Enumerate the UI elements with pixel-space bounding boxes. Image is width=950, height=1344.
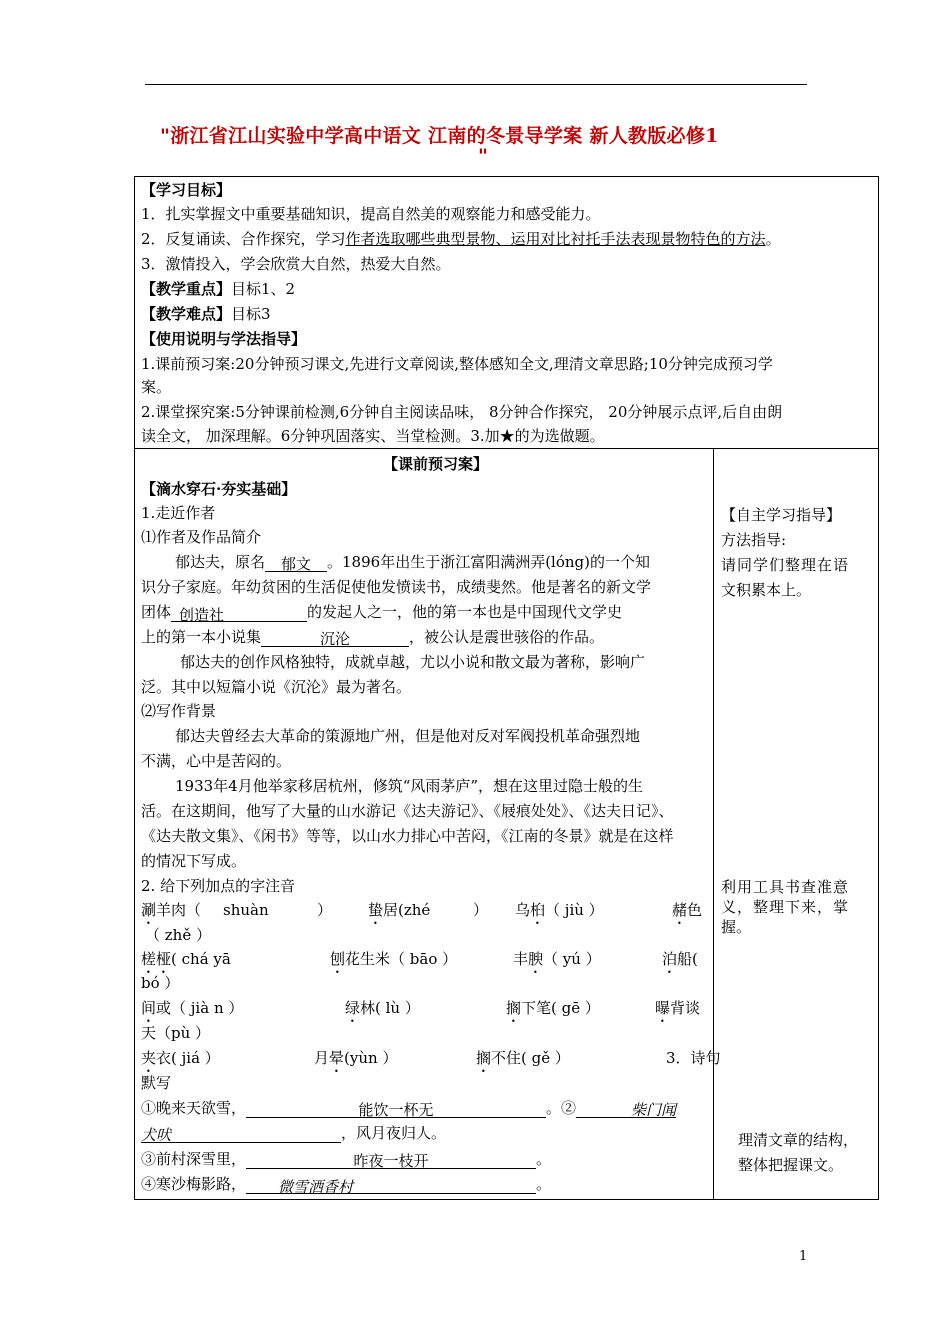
- dotted-char: 晕: [329, 1049, 345, 1067]
- pinyin-text: 衣( jiá ）: [156, 1049, 220, 1067]
- background-line-f: 的情况下写成。: [141, 852, 247, 870]
- title-line-2: ": [478, 145, 489, 167]
- pinyin-text: 色: [687, 901, 703, 919]
- guide-tip-3-b: 整体把握课文。: [738, 1156, 844, 1174]
- poem-3-post: 。: [536, 1150, 552, 1168]
- pinyin-text: 林( lù ）: [360, 999, 420, 1017]
- poem-1-post: 。②: [546, 1099, 577, 1117]
- background-line-d: 活。在这期间，他写了大量的山水游记《达夫游记》、《屐痕处处》、《达夫日记》、: [141, 802, 674, 820]
- dotted-char: 间: [141, 999, 157, 1017]
- pinyin-text: 船(: [677, 950, 698, 968]
- blank-poem-1: 能饮一杯无: [246, 1100, 546, 1118]
- title-line-1: "浙江省江山实验中学高中语文 江南的冬景导学案 新人教版必修1: [160, 125, 719, 147]
- dotted-char: 腴: [528, 950, 544, 968]
- goal-item-2-underlined: 作者选取哪些典型景物、运用对比衬托手法表现景物特色的方法: [345, 230, 766, 248]
- dotted-char: 刨: [330, 950, 346, 968]
- difficulty-label: 【教学难点】: [141, 305, 232, 323]
- blank-poem-4: 微雪洒香村: [246, 1177, 536, 1194]
- style-line-a: 郁达夫的创作风格独特，成就卓越，尤以小说和散文最为著称，影响广: [180, 653, 646, 671]
- dotted-char: 蛰: [368, 901, 384, 919]
- guide-heading: 【自主学习指导】: [721, 506, 842, 524]
- pinyin-yu: [513, 949, 601, 977]
- blank-society: 创造社: [171, 605, 307, 622]
- pinyin-text: 不住( gě ）: [491, 1049, 570, 1067]
- author-line-a: [175, 552, 650, 572]
- pinyin-text: 丰: [513, 950, 529, 968]
- pinyin-text: 花生米（ bāo ）: [345, 950, 458, 968]
- section-3-b: 默写: [141, 1074, 172, 1092]
- author-line-a-post: 。1896年出生于浙江富阳满洲弄(lóng)的一个知: [327, 553, 650, 571]
- pinyin-shuan: [141, 900, 332, 928]
- pinyin-text: 月: [314, 1049, 330, 1067]
- guide-tip-2-c: 握。: [721, 918, 752, 936]
- pinyin-ge2: [476, 1048, 570, 1076]
- pinyin-text: ）: [473, 901, 489, 919]
- section-3: 3．诗句: [666, 1049, 721, 1067]
- author-line-d-post: ，被公认是震世骇俗的作品。: [409, 628, 605, 646]
- pinyin-bo: [662, 949, 698, 977]
- pinyin-zhe2-answer: （ zhě ）: [145, 926, 211, 944]
- dotted-char: 泊: [662, 950, 678, 968]
- pinyin-pu-answer: 天（pù ）: [141, 1024, 211, 1042]
- teaching-difficulty: [141, 304, 271, 324]
- poem-3: [141, 1149, 551, 1169]
- goal-item-2: [141, 229, 781, 249]
- pinyin-text: 乌: [515, 901, 531, 919]
- poem-2-post: ，风月夜归人。: [341, 1124, 447, 1142]
- pinyin-text: （ yú ）: [543, 950, 601, 968]
- background-line-a: 郁达夫曾经去大革命的策源地广州，但是他对反对军阀投机革命强烈地: [175, 727, 641, 745]
- dotted-char: 搁: [506, 999, 522, 1017]
- pinyin-bo-answer: bó ）: [141, 974, 180, 992]
- pinyin-zhe: [368, 900, 488, 928]
- usage-2-line-a: 2.课堂探究案:5分钟课前检测,6分钟自主阅读品味， 8分钟合作探究， 20分钟展示点评,后自由朗: [141, 403, 783, 421]
- pinyin-text: 居(zhé: [383, 901, 431, 919]
- background-line-e: 《达夫散文集》、《闲书》等等，以山水力排心中苦闷，《江南的冬景》就是在这样: [141, 827, 674, 845]
- pinyin-text: 或（ jià n ）: [156, 999, 244, 1017]
- goal-item-2-post: 。: [765, 230, 781, 248]
- poem-4-post: 。: [536, 1175, 552, 1193]
- author-line-d: [141, 627, 604, 647]
- page-title: [160, 124, 810, 167]
- pinyin-jian: [141, 998, 243, 1026]
- pinyin-text: ）: [317, 901, 333, 919]
- difficulty-text: 目标3: [231, 305, 271, 323]
- goal-item-1: 1．扎实掌握文中重要基础知识，提高自然美的观察能力和感受能力。: [141, 205, 601, 223]
- dotted-char: 槎: [141, 950, 157, 968]
- usage-heading: 【使用说明与学法指导】: [141, 330, 307, 348]
- dotted-char: 赭: [672, 901, 688, 919]
- dotted-char: 夹: [141, 1049, 157, 1067]
- blank-poem-2-a: 柴门闻: [576, 1100, 676, 1118]
- section-2: 2. 给下列加点的字注音: [141, 877, 296, 895]
- guide-tip-2-a: 利用工具书查准意: [721, 878, 850, 896]
- author-line-c-post: 的发起人之一，他的第一本也是中国现代文学史: [307, 603, 623, 621]
- poem-2: [141, 1123, 446, 1143]
- dotted-char: 搁: [476, 1049, 492, 1067]
- dotted-char: 桠: [156, 950, 172, 968]
- poem-1-pre: ①晚来天欲雪，: [141, 1099, 247, 1117]
- author-line-a-pre: 郁达夫，原名: [175, 553, 266, 571]
- header-rule: [145, 84, 807, 85]
- blank-poem-3: 昨夜一枝开: [246, 1151, 536, 1169]
- teaching-focus: [141, 279, 295, 299]
- page-number: 1: [799, 1249, 808, 1264]
- guide-method: 方法指导:: [721, 531, 787, 549]
- poem-4: [141, 1174, 551, 1194]
- usage-1-line-b: 案。: [141, 378, 172, 396]
- blank-poem-2-b: 犬吠: [141, 1125, 341, 1143]
- section-1: 1.走近作者: [141, 504, 216, 522]
- dotted-char: 桕: [530, 901, 546, 919]
- focus-text: 目标1、2: [231, 280, 296, 298]
- author-line-c: [141, 602, 622, 622]
- pinyin-text: 背谈: [670, 999, 701, 1017]
- guide-tip-2-b: 义，整理下来，掌: [721, 898, 850, 916]
- preview-heading: 【课前预习案】: [383, 455, 489, 473]
- pinyin-text: 下笔( gē ）: [521, 999, 600, 1017]
- preview-subheading: 【滴水穿石·夯实基础】: [141, 480, 297, 498]
- pinyin-zhe2: [672, 900, 702, 928]
- section-1-1: ⑴作者及作品简介: [141, 528, 262, 546]
- author-line-d-pre: 上的第一本小说集: [141, 628, 262, 646]
- style-line-b: 泛。其中以短篇小说《沉沦》最为著名。: [141, 678, 412, 696]
- blank-novel: 沉沦: [261, 629, 409, 647]
- poem-1: [141, 1098, 676, 1118]
- author-line-b: 识分子家庭。年幼贫困的生活促使他发愤读书，成绩斐然。他是著名的新文学: [141, 578, 652, 596]
- background-line-c: 1933年4月他举家移居杭州，修筑“风雨茅庐”，想在这里过隐士般的生: [175, 777, 644, 795]
- pinyin-text: （ jiù ）: [545, 901, 604, 919]
- poem-3-pre: ③前村深雪里，: [141, 1150, 247, 1168]
- author-line-c-pre: 团体: [141, 603, 172, 621]
- poem-4-pre: ④寒沙梅影路，: [141, 1175, 247, 1193]
- dotted-char: 绿: [345, 999, 361, 1017]
- focus-label: 【教学重点】: [141, 280, 232, 298]
- pinyin-jiu: [515, 900, 604, 928]
- guide-tip-1-b: 文积累本上。: [721, 581, 812, 599]
- goal-item-2-pre: 2．反复诵读、合作探究，学习: [141, 230, 346, 248]
- guide-tip-1-a: 请同学们整理在语: [721, 556, 850, 574]
- dotted-char: 涮: [141, 901, 157, 919]
- blank-original-name: 郁文: [265, 554, 327, 572]
- pinyin-text: 羊肉（: [156, 901, 202, 919]
- pinyin-text: (yùn ）: [344, 1049, 398, 1067]
- pinyin-ge: [506, 998, 600, 1026]
- pinyin-jia: [141, 1048, 220, 1076]
- usage-2-line-b: 读全文， 加深理解。6分钟巩固落实、当堂检测。3.加★的为选做题。: [141, 427, 605, 445]
- pinyin-text: ( chá yā: [171, 950, 231, 968]
- usage-1-line-a: 1.课前预习案:20分钟预习课文,先进行文章阅读,整体感知全文,理清文章思路;10分钟完成预习学: [141, 355, 773, 373]
- pinyin-yun: [314, 1048, 397, 1076]
- pinyin-answer: shuàn: [223, 901, 269, 919]
- goal-item-3: 3．激情投入，学会欣赏大自然，热爱大自然。: [141, 255, 451, 273]
- goals-heading: 【学习目标】: [141, 181, 232, 199]
- pinyin-bao: [330, 949, 457, 977]
- pinyin-lu: [345, 998, 420, 1026]
- section-1-2: ⑵写作背景: [141, 702, 217, 720]
- pinyin-pu: [655, 998, 700, 1026]
- dotted-char: 曝: [655, 999, 671, 1017]
- background-line-b: 不满，心中是苦闷的。: [141, 752, 292, 770]
- guide-tip-3-a: 理清文章的结构，: [738, 1131, 859, 1149]
